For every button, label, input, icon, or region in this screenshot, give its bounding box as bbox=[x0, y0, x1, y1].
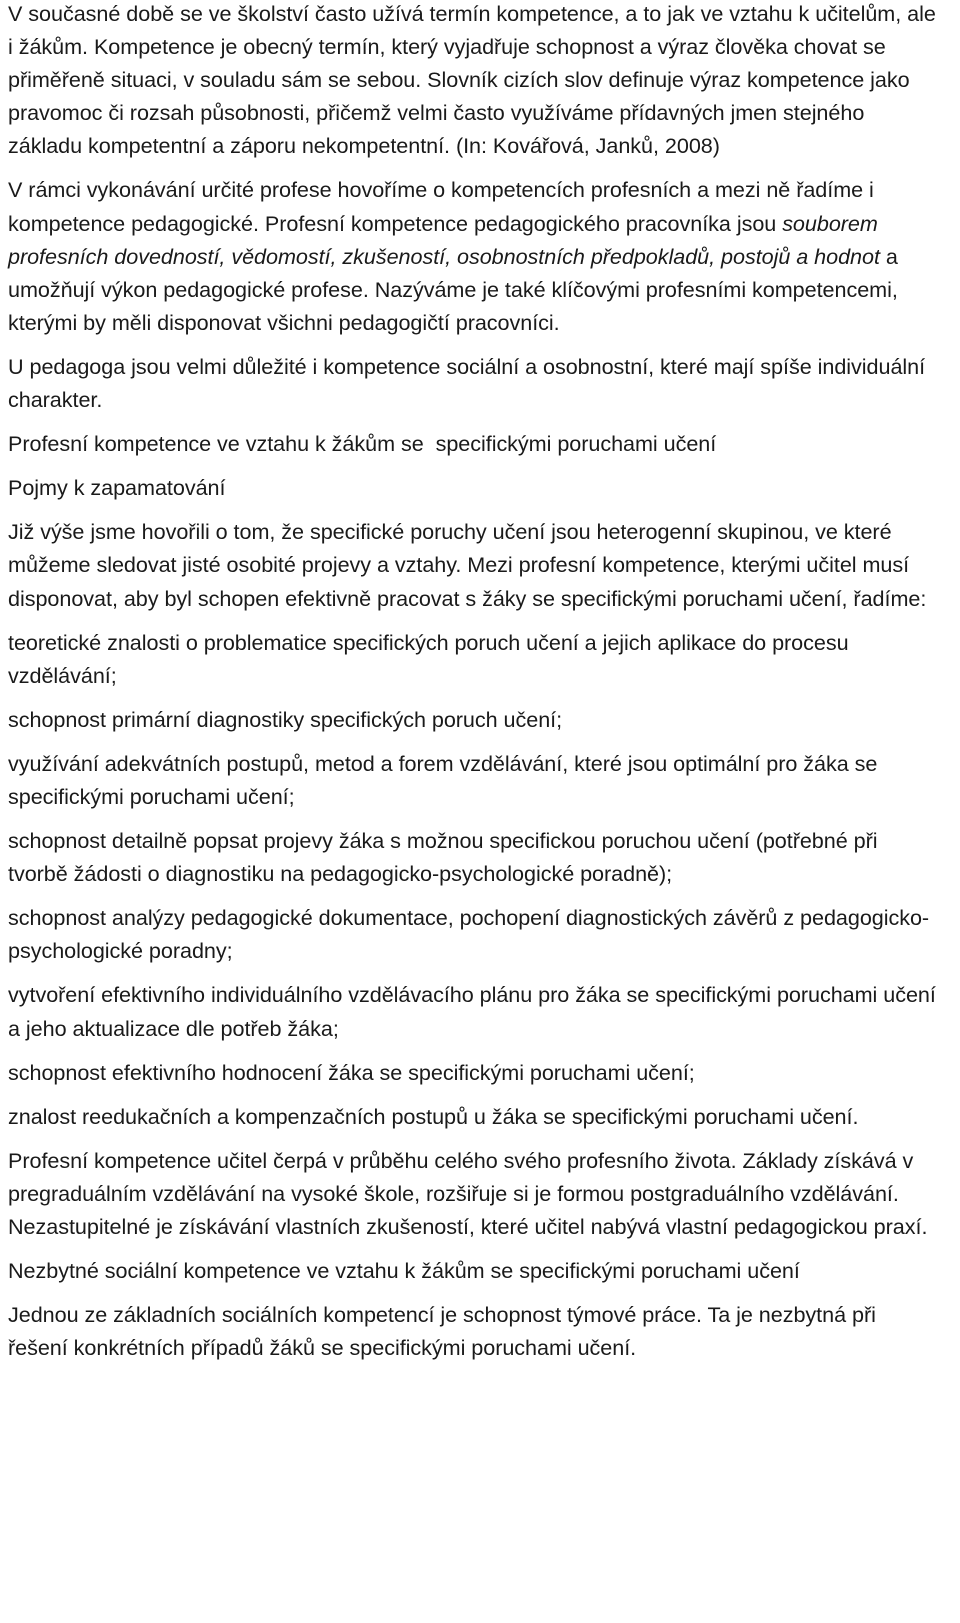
list-item: vytvoření efektivního individuálního vzdělávacího plánu pro žáka se specifickými poruchami učení a jeho aktualizace dle potřeb žáka; bbox=[8, 982, 936, 1041]
section-heading-terms: Pojmy k zapamatování bbox=[8, 475, 226, 501]
list-item: schopnost efektivního hodnocení žáka se specifickými poruchami učení; bbox=[8, 1059, 695, 1085]
paragraph-lifelong-learning: Profesní kompetence učitel čerpá v průběhu celého svého profesního života. Základy získává v pregraduálním vzdělávání na vysoké škole, rozšiřuje si je formou postgraduálního vzdělávání. Nezastupitelné je získávání vlastních zkušeností, které učitel nabývá vlastní pedagogickou praxí. bbox=[8, 1147, 928, 1239]
section-heading-professional: Profesní kompetence ve vztahu k žákům se specifickými poruchami učení bbox=[8, 431, 717, 457]
list-item: schopnost primární diagnostiky specifických poruch učení; bbox=[8, 706, 563, 732]
list-item: schopnost analýzy pedagogické dokumentace, pochopení diagnostických závěrů z pedagogicko-psychologické poradny; bbox=[8, 905, 930, 964]
paragraph-text: V rámci vykonávání určité profese hovoříme o kompetencích profesních a mezi ně řadíme i kompetence pedagogické. Profesní kompetence pedagogického pracovníka jsou bbox=[8, 177, 874, 236]
paragraph-text: a umožňují výkon pedagogické profese. Nazýváme je také klíčovými profesními kompetencemi, kterými by měli disponovat všichni pedagogičtí pracovníci. bbox=[8, 243, 898, 335]
paragraph-professional-competence bbox=[8, 173, 938, 338]
paragraph-competence-intro: V současné době se ve školství často užívá termín kompetence, a to jak ve vztahu k učitelům, ale i žákům. Kompetence je obecný termín, který vyjadřuje schopnost a výraz člověka chovat se přiměřeně situaci, v souladu sám se sebou. Slovník cizích slov definuje výraz kompetence jako pravomoc či rozsah působnosti, přičemž velmi často využíváme přídavných jmen stejného základu kompetentní a záporu nekompetentní. (In: Kovářová, Janků, 2008) bbox=[8, 1, 936, 159]
paragraph-teamwork: Jednou ze základních sociálních kompetencí je schopnost týmové práce. Ta je nezbytná při řešení konkrétních případů žáků se specifickými poruchami učení. bbox=[8, 1302, 876, 1361]
italic-definition: souborem profesních dovedností, vědomostí, zkušeností, osobnostních předpokladů, postojů a hodnot bbox=[8, 210, 880, 269]
section-heading-social: Nezbytné sociální kompetence ve vztahu k žákům se specifickými poruchami učení bbox=[8, 1258, 800, 1284]
paragraph-social-competence: U pedagoga jsou velmi důležité i kompetence sociální a osobnostní, které mají spíše individuální charakter. bbox=[8, 353, 926, 413]
list-item: teoretické znalosti o problematice specifických poruch učení a jejich aplikace do procesu vzdělávání; bbox=[8, 629, 849, 688]
list-item: znalost reedukačních a kompenzačních postupů u žáka se specifickými poruchami učení. bbox=[8, 1103, 859, 1129]
paragraph-competence-list-intro: Již výše jsme hovořili o tom, že specifické poruchy učení jsou heterogenní skupinou, ve které můžeme sledovat jisté osobité projevy a vztahy. Mezi profesní kompetence, kterými učitel musí disponovat, aby byl schopen efektivně pracovat s žáky se specifickými poruchami učení, řadíme: bbox=[8, 519, 927, 611]
list-item: schopnost detailně popsat projevy žáka s možnou specifickou poruchou učení (potřebné při tvorbě žádosti o diagnostiku na pedagogicko-psychologické poradně); bbox=[8, 828, 878, 887]
list-item: využívání adekvátních postupů, metod a forem vzdělávání, které jsou optimální pro žáka se specifickými poruchami učení; bbox=[8, 750, 878, 809]
